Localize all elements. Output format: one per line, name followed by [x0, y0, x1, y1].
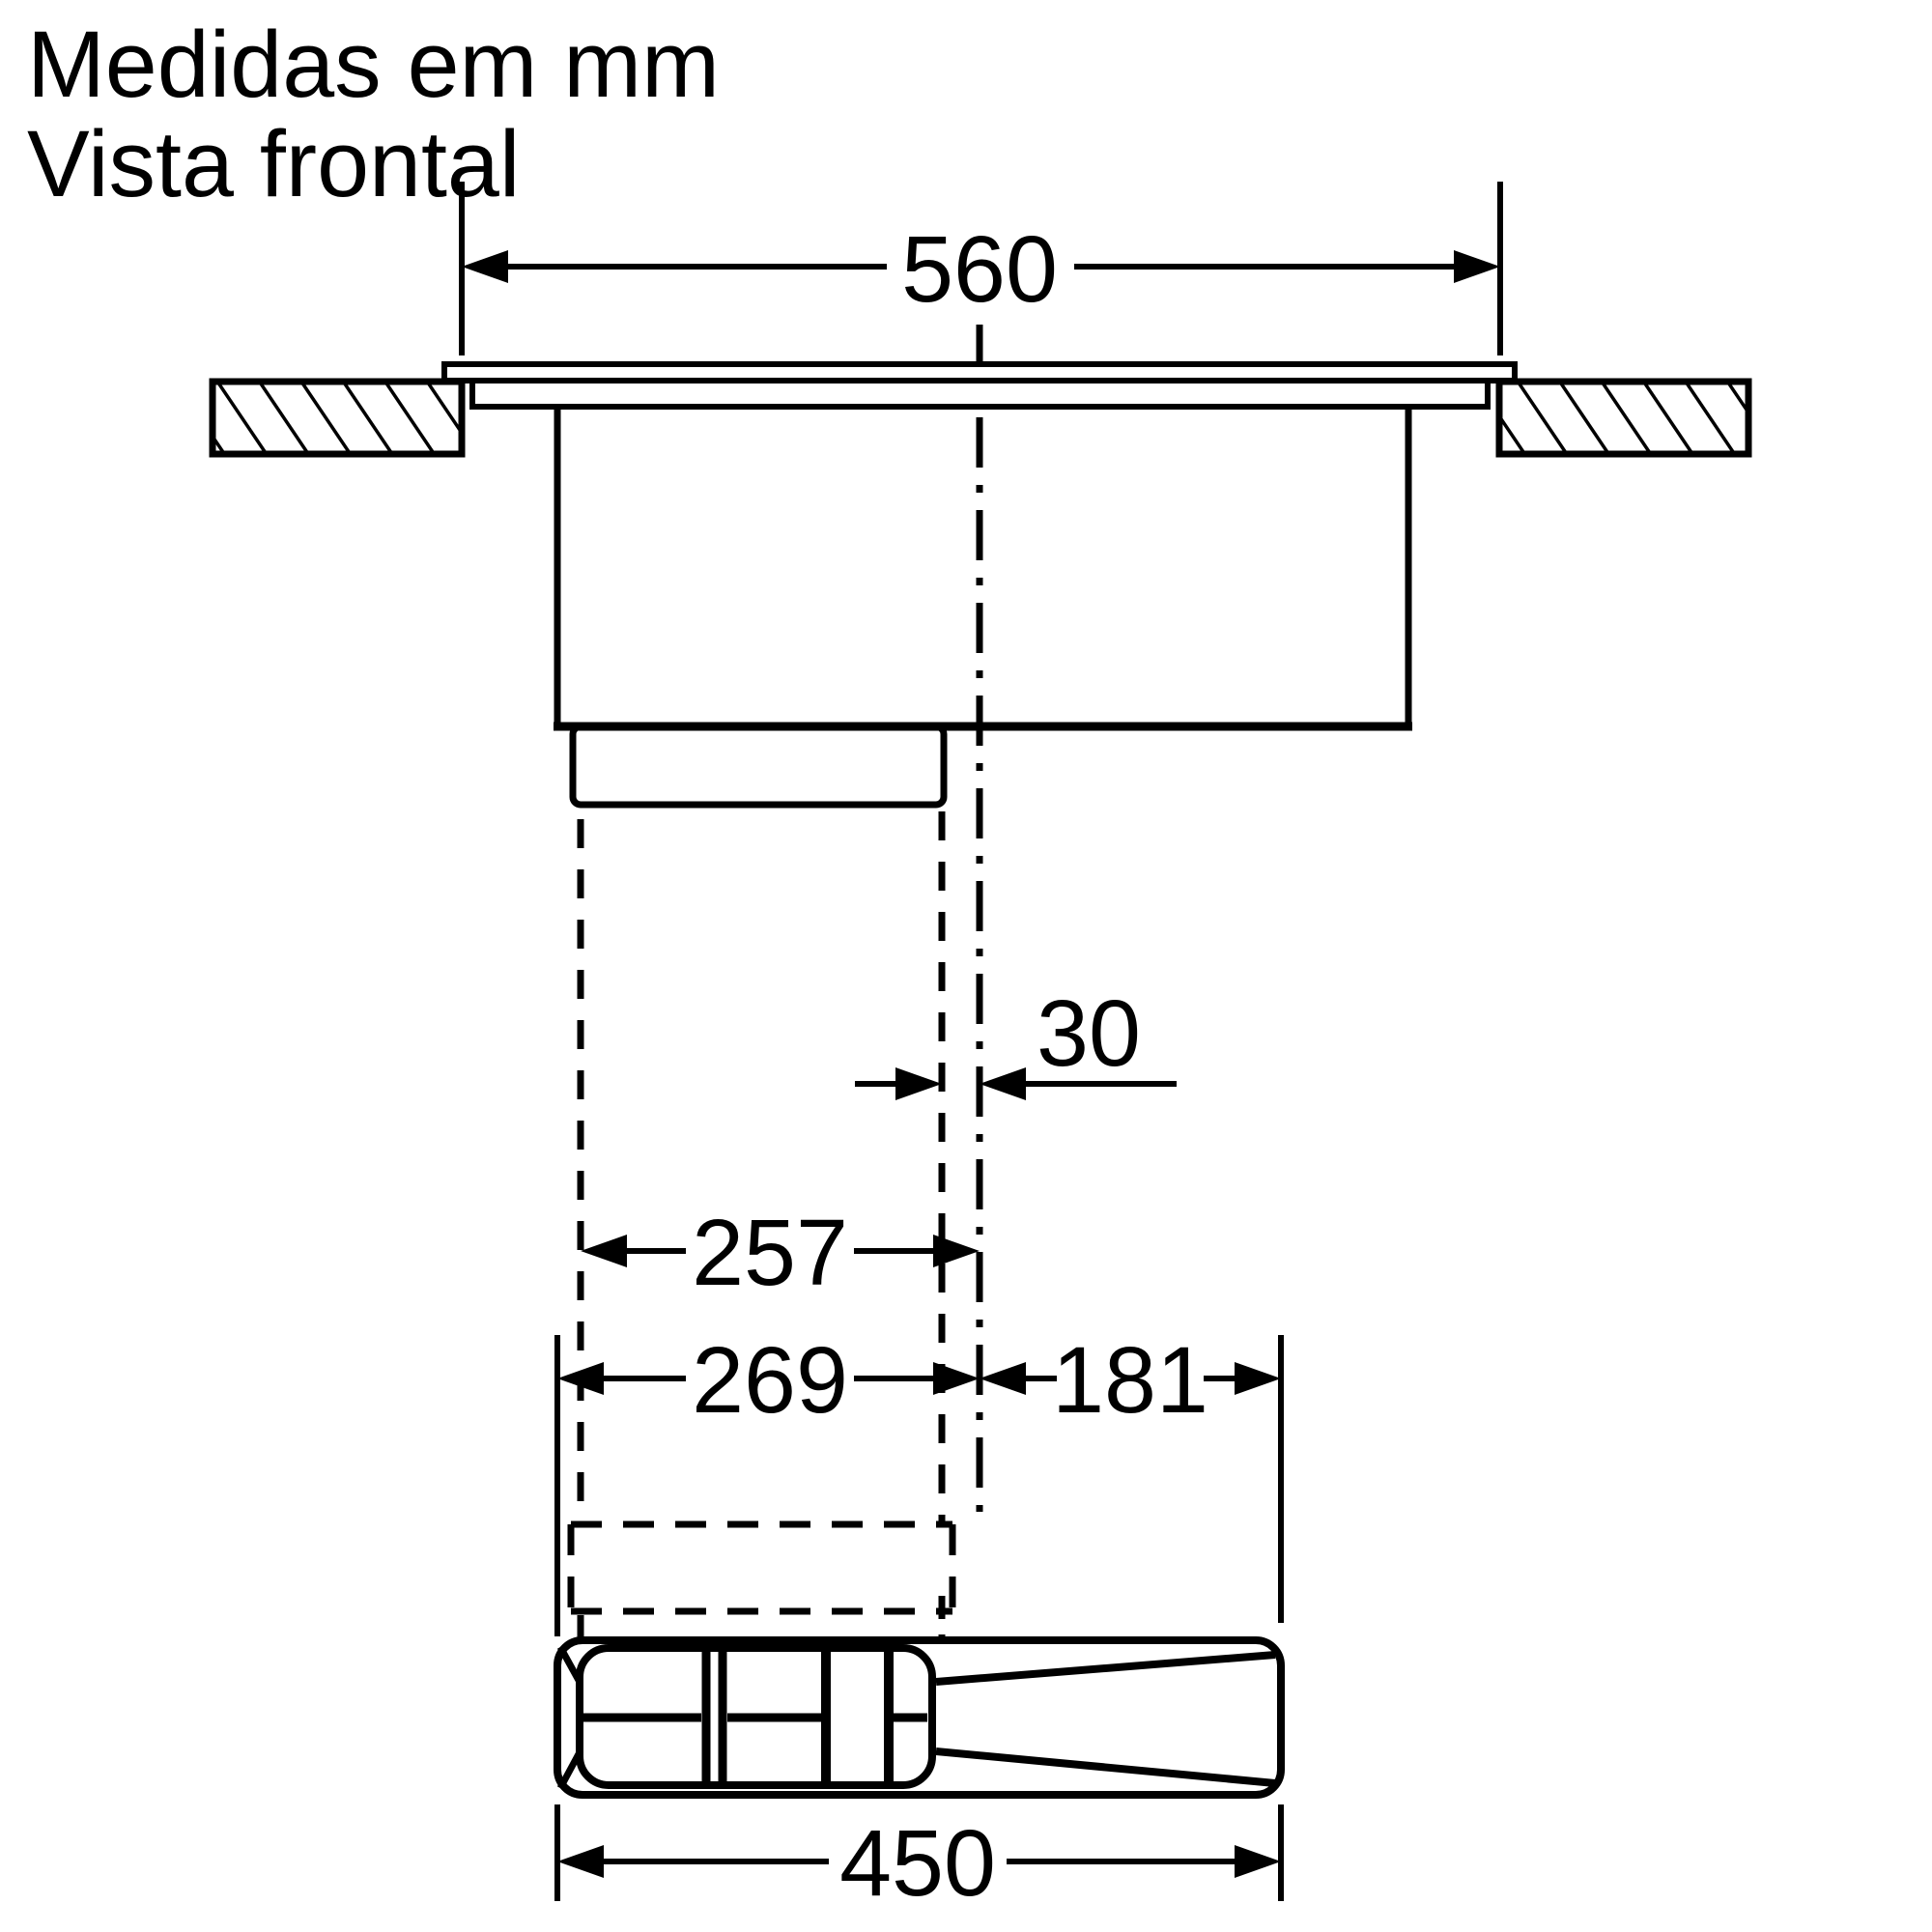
duct-connector-dashed-box [571, 1524, 952, 1611]
arrowhead-left-icon [581, 1235, 627, 1267]
dimension-label-560: 560 [901, 216, 1058, 322]
dimension-label-257: 257 [692, 1200, 848, 1305]
dimension-label-30: 30 [1037, 980, 1141, 1086]
arrowhead-right-icon [933, 1235, 980, 1267]
arrowhead-right-icon [933, 1362, 980, 1395]
duct-outlet-spigot [573, 726, 944, 805]
hob-top-assembly [444, 364, 1515, 407]
units-title: Medidas em mm [27, 12, 720, 117]
dimension-257 [581, 1200, 980, 1305]
arrowhead-right-icon [895, 1067, 942, 1100]
worktop-hatch-right [1499, 382, 1748, 454]
arrowhead-left-icon [980, 1362, 1026, 1395]
dimension-269-181 [557, 1327, 1281, 1636]
dimension-label-269: 269 [692, 1327, 848, 1433]
glass-ceramic-top [444, 364, 1515, 381]
dimension-30 [855, 980, 1177, 1100]
arrowhead-left-icon [980, 1067, 1026, 1100]
arrowhead-left-icon [557, 1845, 604, 1878]
dimension-450 [557, 1804, 1281, 1916]
drawing-header [27, 12, 720, 216]
arrowhead-left-icon [462, 250, 508, 283]
dimension-label-450: 450 [839, 1810, 996, 1916]
dimension-label-181: 181 [1052, 1327, 1208, 1433]
view-title: Vista frontal [27, 111, 521, 216]
arrowhead-right-icon [1235, 1845, 1281, 1878]
arrowhead-right-icon [1454, 250, 1500, 283]
worktop-hatch-left [213, 382, 462, 454]
plinth-unit [557, 1640, 1281, 1795]
arrowhead-right-icon [1235, 1362, 1281, 1395]
